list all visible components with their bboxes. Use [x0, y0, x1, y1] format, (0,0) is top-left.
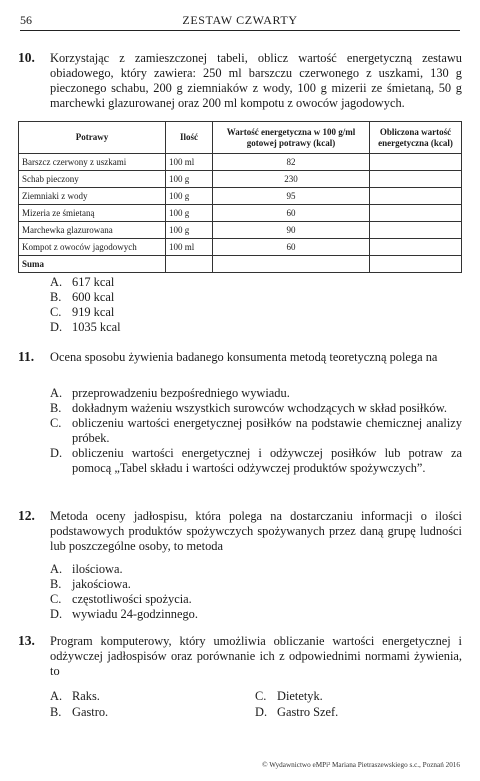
option-text: częstotliwości spożycia.: [72, 592, 192, 606]
dish-cell: Schab pieczony: [19, 171, 166, 188]
table-sum-row: [19, 256, 462, 273]
energy-cell: 82: [213, 154, 370, 171]
calculated-cell: [370, 171, 462, 188]
option-text: ilościowa.: [72, 562, 123, 576]
calculated-cell: [370, 222, 462, 239]
option-text: 1035 kcal: [72, 320, 121, 334]
answer-option-b[interactable]: [50, 401, 462, 416]
answer-option-a[interactable]: [50, 562, 462, 577]
option-letter: C.: [50, 592, 62, 606]
sum-cell: [370, 256, 462, 273]
column-header: Obliczona wartość energetyczna (kcal): [370, 122, 462, 154]
energy-cell: 230: [213, 171, 370, 188]
energy-cell: 90: [213, 222, 370, 239]
amount-cell: 100 g: [166, 171, 213, 188]
copyright-footer: © Wydawnictwo eMPi² Mariana Pietraszewskiego s.c., Poznań 2016: [262, 761, 460, 769]
question-10: [18, 51, 462, 111]
answer-options: [50, 689, 462, 721]
question-number: 12.: [18, 508, 35, 523]
question-text: Metoda oceny jadłospisu, która polega na dostarczaniu informacji o ilości podstawowych produktów spożywczych spożywanych przez daną grupę ludności lub poszczególne osoby, to metoda: [50, 509, 462, 553]
question-text: Program komputerowy, który umożliwia obliczanie wartości energetycznej i odżywczej jadłospisów oraz porównanie ich z odpowiednimi normami żywienia, to: [50, 634, 462, 678]
option-letter: C.: [255, 689, 267, 703]
answer-option-c[interactable]: [50, 592, 462, 607]
option-text: przeprowadzeniu bezpośredniego wywiadu.: [72, 386, 290, 400]
column-header: Ilość: [166, 122, 213, 154]
option-text: Gastro Szef.: [277, 705, 339, 719]
page-header: [20, 12, 460, 31]
option-letter: C.: [50, 416, 62, 430]
question-12: [18, 509, 462, 554]
option-text: obliczeniu wartości energetycznej posiłków na podstawie chemicznej analizy próbek.: [72, 416, 462, 445]
calculated-cell: [370, 205, 462, 222]
table-row: [19, 239, 462, 256]
answer-options: [50, 275, 462, 335]
dish-cell: Ziemniaki z wody: [19, 188, 166, 205]
option-letter: A.: [50, 562, 63, 576]
table-header-row: [19, 122, 462, 154]
option-letter: A.: [50, 275, 63, 289]
option-text: 617 kcal: [72, 275, 115, 289]
answer-option-c[interactable]: [50, 416, 462, 446]
amount-cell: 100 ml: [166, 239, 213, 256]
option-text: Raks.: [72, 689, 100, 703]
option-text: jakościowa.: [72, 577, 131, 591]
amount-cell: 100 g: [166, 205, 213, 222]
question-number: 11.: [18, 349, 35, 364]
option-letter: D.: [50, 607, 63, 621]
sum-label: Suma: [19, 256, 166, 273]
option-text: Gastro.: [72, 705, 109, 719]
answer-option-a[interactable]: [50, 275, 462, 290]
answer-option-a[interactable]: [50, 689, 272, 704]
question-text: Ocena sposobu żywienia badanego konsumenta metodą teoretyczną polega na: [50, 350, 438, 364]
amount-cell: 100 g: [166, 188, 213, 205]
dish-cell: Kompot z owoców jagodowych: [19, 239, 166, 256]
option-letter: A.: [50, 689, 63, 703]
answer-option-c[interactable]: [255, 689, 477, 704]
dish-cell: Marchewka glazurowana: [19, 222, 166, 239]
dish-cell: Barszcz czerwony z uszkami: [19, 154, 166, 171]
energy-cell: 60: [213, 239, 370, 256]
option-letter: D.: [50, 446, 63, 460]
table-row: [19, 222, 462, 239]
answer-option-b[interactable]: [50, 290, 462, 305]
calculated-cell: [370, 188, 462, 205]
option-letter: B.: [50, 401, 62, 415]
question-text: Korzystając z zamieszczonej tabeli, oblicz wartość energetyczną zestawu obiadowego, który zawiera: 250 ml barszczu czerwonego z uszkami, 130 g pieczonego schabu, 200 g ziemniaków z wody, 100 g mizerii ze śmietaną, 50 g marchewki glazurowanej oraz 200 ml kompotu z owoców jagodowych.: [50, 51, 462, 110]
option-letter: D.: [50, 320, 63, 334]
answer-option-c[interactable]: [50, 305, 462, 320]
option-letter: B.: [50, 705, 62, 719]
sum-cell: [166, 256, 213, 273]
answer-option-a[interactable]: [50, 386, 462, 401]
option-text: 600 kcal: [72, 290, 115, 304]
option-letter: A.: [50, 386, 63, 400]
energy-table: [18, 121, 462, 273]
answer-option-d[interactable]: [50, 607, 462, 622]
option-letter: B.: [50, 290, 62, 304]
question-number: 10.: [18, 50, 35, 65]
amount-cell: 100 ml: [166, 154, 213, 171]
answer-option-b[interactable]: [50, 577, 462, 592]
option-letter: B.: [50, 577, 62, 591]
answer-option-d[interactable]: [50, 446, 462, 476]
option-text: wywiadu 24-godzinnego.: [72, 607, 198, 621]
energy-cell: 95: [213, 188, 370, 205]
column-header: Wartość energetyczna w 100 g/ml gotowej potrawy (kcal): [213, 122, 370, 154]
answer-option-b[interactable]: [50, 705, 272, 720]
column-header: Potrawy: [19, 122, 166, 154]
table-row: [19, 205, 462, 222]
question-11: [18, 350, 462, 365]
page-number: 56: [20, 13, 32, 27]
option-letter: D.: [255, 705, 268, 719]
answer-option-d[interactable]: [255, 705, 477, 720]
option-letter: C.: [50, 305, 62, 319]
option-text: obliczeniu wartości energetycznej i odżywczej posiłków lub potraw za pomocą „Tabel składu i wartości odżywczej produktów spożywczych”.: [72, 446, 462, 475]
energy-cell: 60: [213, 205, 370, 222]
answer-options: [50, 386, 462, 476]
table-row: [19, 188, 462, 205]
calculated-cell: [370, 154, 462, 171]
answer-option-d[interactable]: [50, 320, 462, 335]
calculated-cell: [370, 239, 462, 256]
question-number: 13.: [18, 633, 35, 648]
table-row: [19, 171, 462, 188]
answer-options: [50, 562, 462, 622]
sum-cell: [213, 256, 370, 273]
dish-cell: Mizeria ze śmietaną: [19, 205, 166, 222]
amount-cell: 100 g: [166, 222, 213, 239]
option-text: 919 kcal: [72, 305, 115, 319]
table-row: [19, 154, 462, 171]
option-text: dokładnym ważeniu wszystkich surowców wchodzących w skład posiłków.: [72, 401, 447, 415]
section-title: ZESTAW CZWARTY: [182, 13, 298, 27]
question-13: [18, 634, 462, 679]
option-text: Dietetyk.: [277, 689, 323, 703]
